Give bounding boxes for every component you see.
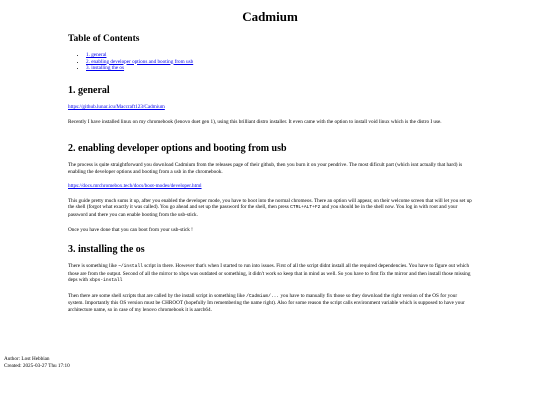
toc-heading: Table of Contents <box>68 34 140 44</box>
toc-item <box>86 52 193 59</box>
toc-link-developer[interactable]: 2. enabling developer options and booting from usb <box>86 58 194 65</box>
created-line: Created: 2025-03-27 Thu 17:10 <box>4 363 70 369</box>
developer-paragraph-2 <box>68 198 473 219</box>
install-p2-text-a: Then there are some shell scripts that are called by the install script in something like <box>68 292 247 299</box>
install-paragraph-2 <box>68 293 473 314</box>
developer-guide-link[interactable]: https://docs.mrchromebox.tech/docs/boot-modes/developer.html <box>68 183 202 190</box>
section-developer <box>68 143 473 233</box>
page-title: Cadmium <box>242 9 298 24</box>
table-of-contents <box>78 52 193 72</box>
install-p1-text-b: script in there. However that's when I started to run into issues. First of all the script didnt install all the required dependencies. You have to figure out which those are from the output. Second of all the mirror to xbps was outdated or something, it didn't work so keep that in mind as well. So you have to first fix the mirror and then install those missing deps with <box>68 263 471 284</box>
section-heading-general: 1. general <box>68 85 110 96</box>
general-paragraph: Recently I have installed linux on my chromebook (lenovo duet gen 1), using this brilliant distro installer. It even came with the option to install void linux which is the distro I use. <box>68 118 442 125</box>
developer-paragraph-3: Once you have done that you can boot from your usb-stick ! <box>68 226 193 233</box>
postamble <box>4 356 70 370</box>
section-heading-install: 3. installing the os <box>68 244 145 255</box>
toc-item <box>86 59 193 66</box>
cadmium-path-code: /Cadmium/... <box>246 293 280 299</box>
developer-p2-text-b: and you should be in the shell now. You log in with root and your password and there you can enable booting from the usb-stick. <box>68 204 458 218</box>
toc-item <box>86 65 193 72</box>
author-line: Author: Lost Hebbian <box>4 356 50 362</box>
toc-link-general[interactable]: 1. general <box>86 52 107 58</box>
toc-link-install[interactable]: 3. installing the os <box>86 65 125 72</box>
cadmium-github-link[interactable]: https://github.lunar.icu/Maccraft123/Cadmium <box>68 104 165 110</box>
install-script-code: ~/install <box>118 264 143 269</box>
install-p2-text-b: you have to manually fix those so they download the right version of the OS for your system. Importantly this OS version must be CHROOT (hopefully Im remembering the name right). Also for some reason the script calls environment variable which is supposed to have your architecture name, so in case of my lenovo chromebook it is aarch64. <box>68 292 465 313</box>
section-install <box>68 244 473 314</box>
developer-p2-text-a: This guide pretty much sums it up, after you enabled the developer mode, you have to boot into the normal chromeos. There an option will appear, on their welcome screen that will let you set up the shell (forgot what exactly it was called). You go ahead and set up the password for the shell, then press <box>68 197 472 211</box>
section-heading-developer: 2. enabling developer options and booting from usb <box>68 143 287 154</box>
key-combo-code: CTRL+ALT+F2 <box>290 205 321 211</box>
xbps-install-code: xbps-install <box>89 278 123 284</box>
developer-paragraph-1: The process is quite straightforward you download Cadmium from the releases page of their github, then you burn it on your pendrive. The most dificult part (which isnt actually that hard) is enabling the developer options and booting from a usb in the chromebook. <box>68 162 463 175</box>
section-general <box>68 85 473 125</box>
install-p1-text-a: There is something like <box>68 263 119 269</box>
install-paragraph-1 <box>68 263 473 285</box>
